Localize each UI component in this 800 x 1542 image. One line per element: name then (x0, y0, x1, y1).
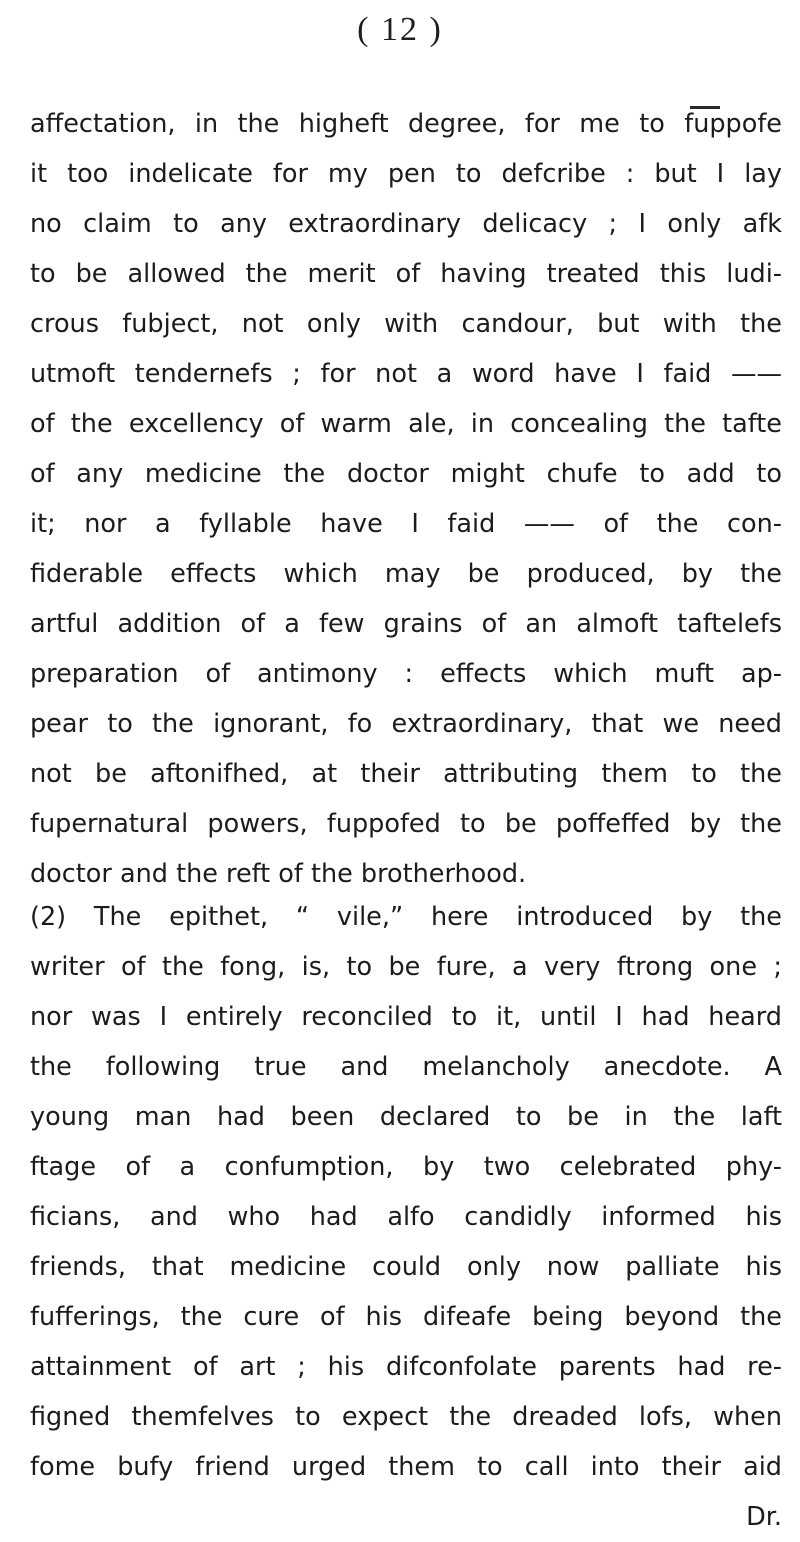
text-line: to be allowed the merit of having treated this ludi- (30, 259, 782, 289)
paragraph-2 (30, 892, 782, 1542)
text-line: fiderable effects which may be produced, by the (30, 559, 782, 589)
text-line: crous fubject, not only with candour, but with the (30, 309, 782, 339)
catchword: Dr. (746, 1502, 782, 1532)
text-line: nor was I entirely reconciled to it, until I had heard (30, 1002, 782, 1032)
text-line: figned themfelves to expect the dreaded lofs, when (30, 1402, 782, 1432)
text-line: fufferings, the cure of his difeafe being beyond the (30, 1302, 782, 1332)
text-line: friends, that medicine could only now palliate his (30, 1252, 782, 1282)
text-line: of any medicine the doctor might chufe to add to (30, 459, 782, 489)
text-line: attainment of art ; his difconfolate parents had re- (30, 1352, 782, 1382)
text-line: pear to the ignorant, fo extraordinary, that we need (30, 709, 782, 739)
text-line: utmoft tendernefs ; for not a word have I faid —— (30, 359, 782, 389)
page-number: ( 12 ) (357, 11, 443, 48)
text-line: it; nor a fyllable have I faid —— of the con- (30, 509, 782, 539)
text-line: doctor and the reft of the brotherhood. (30, 859, 527, 889)
text-line: ftage of a confumption, by two celebrated phy- (30, 1152, 782, 1182)
text-line: fupernatural powers, fuppofed to be poffeffed by the (30, 809, 782, 839)
text-line: affectation, in the higheft degree, for me to fuppofe (30, 109, 782, 139)
text-line: artful addition of a few grains of an almoft taftelefs (30, 609, 782, 639)
text-line: it too indelicate for my pen to defcribe : but I lay (30, 159, 782, 189)
text-line: no claim to any extraordinary delicacy ; I only afk (30, 209, 782, 239)
text-line: young man had been declared to be in the laft (30, 1102, 782, 1132)
text-line: (2) The epithet, “ vile,” here introduced by the (30, 902, 782, 932)
text-line: not be aftonifhed, at their attributing them to the (30, 759, 782, 789)
text-line: preparation of antimony : effects which muft ap- (30, 659, 782, 689)
text-line: ficians, and who had alfo candidly informed his (30, 1202, 782, 1232)
text-line: writer of the fong, is, to be fure, a very ftrong one ; (30, 952, 782, 982)
text-line: of the excellency of warm ale, in concealing the tafte (30, 409, 782, 439)
text-line: the following true and melancholy anecdote. A (30, 1052, 782, 1082)
text-line: fome bufy friend urged them to call into their aid (30, 1452, 782, 1482)
paragraph-1 (30, 99, 782, 899)
